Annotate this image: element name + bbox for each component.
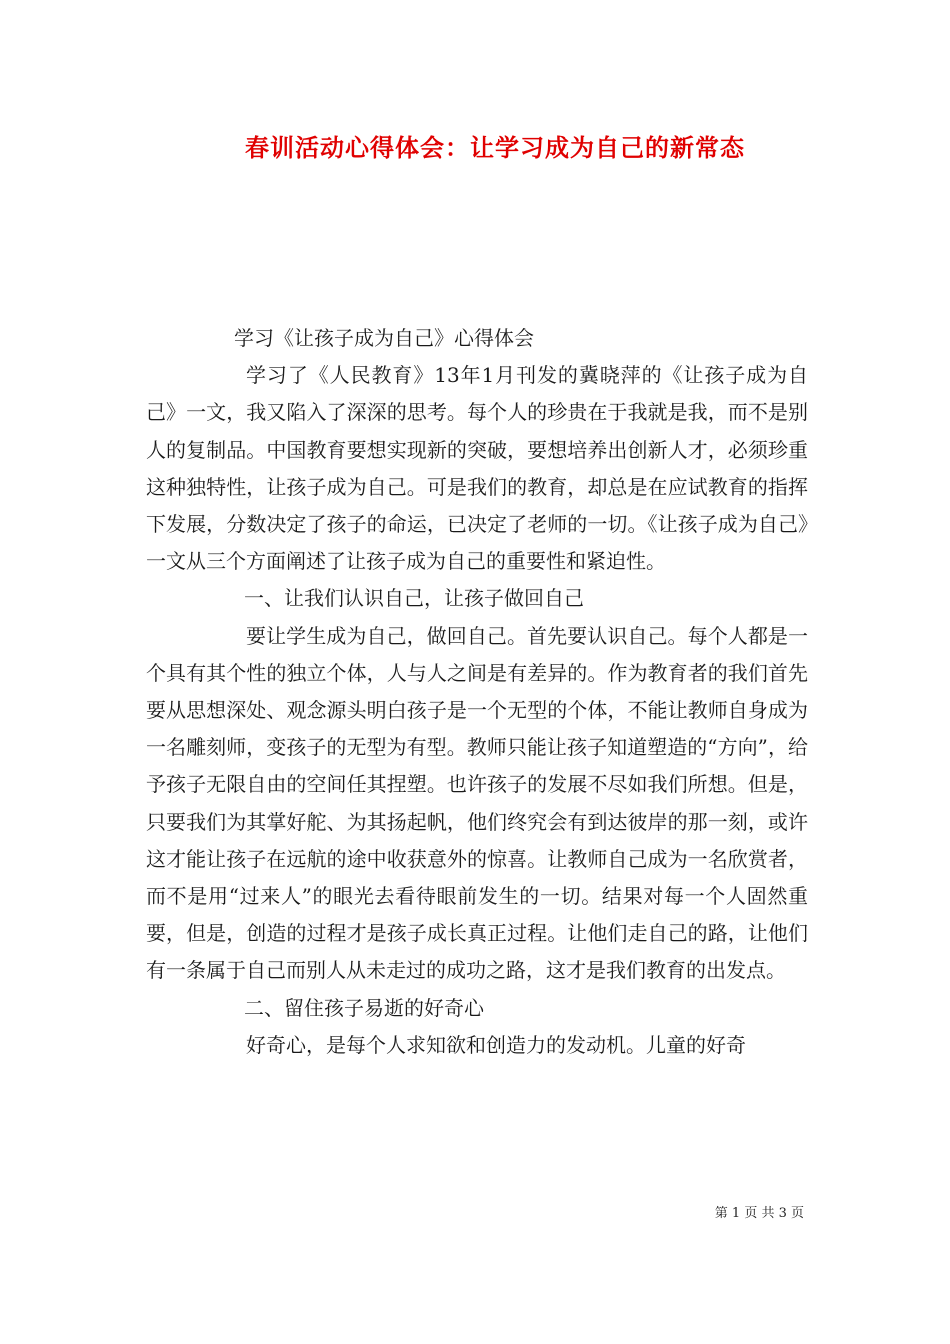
- paragraph-3: 好奇心，是每个人求知欲和创造力的发动机。儿童的好奇: [246, 1032, 746, 1057]
- page-footer: 第 1 页 共 3 页: [714, 1206, 804, 1221]
- section-subtitle: 学习《让孩子成为自己》心得体会: [234, 326, 534, 350]
- paragraph-2: 要让学生成为自己，做回自己。首先要认识自己。每个人都是一个具有其个性的独立个体，人与人之间是有差异的。作为教育者的我们首先要从思想深处、观念源头明白孩子是一个无型的个体，不能让教师自身成为一名雕刻师，变孩子的无型为有型。教师只能让孩子知道塑造的“方向”，给予孩子无限自由的空间任其捏塑。也许孩子的发展不尽如我们所想。但是，只要我们为其掌好舵、为其扬起帆，他们终究会有到达彼岸的那一刻，或许这才能让孩子在远航的途中收获意外的惊喜。让教师自己成为一名欣赏者，而不是用“过来人”的眼光去看待眼前发生的一切。结果对每一个人固然重要，但是，创造的过程才是孩子成长真正过程。让他们走自己的路，让他们有一条属于自己而别人从未走过的成功之路，这才是我们教育的出发点。: [146, 623, 808, 983]
- document-title: 春训活动心得体会：让学习成为自己的新常态: [245, 133, 745, 162]
- paragraph-1: 学习了《人民教育》13年1月刊发的冀晓萍的《让孩子成为自己》一文，我又陷入了深深的思考。每个人的珍贵在于我就是我，而不是别人的复制品。中国教育要想实现新的突破，要想培养出创新人才，必须珍重这种独特性，让孩子成为自己。可是我们的教育，却总是在应试教育的指挥下发展，分数决定了孩子的命运，已决定了老师的一切。《让孩子成为自己》一文从三个方面阐述了让孩子成为自己的重要性和紧迫性。: [146, 363, 808, 574]
- document-body: [146, 320, 808, 1064]
- section-heading-2: 二、留住孩子易逝的好奇心: [244, 995, 484, 1020]
- section-heading-1: 一、让我们认识自己，让孩子做回自己: [244, 586, 584, 611]
